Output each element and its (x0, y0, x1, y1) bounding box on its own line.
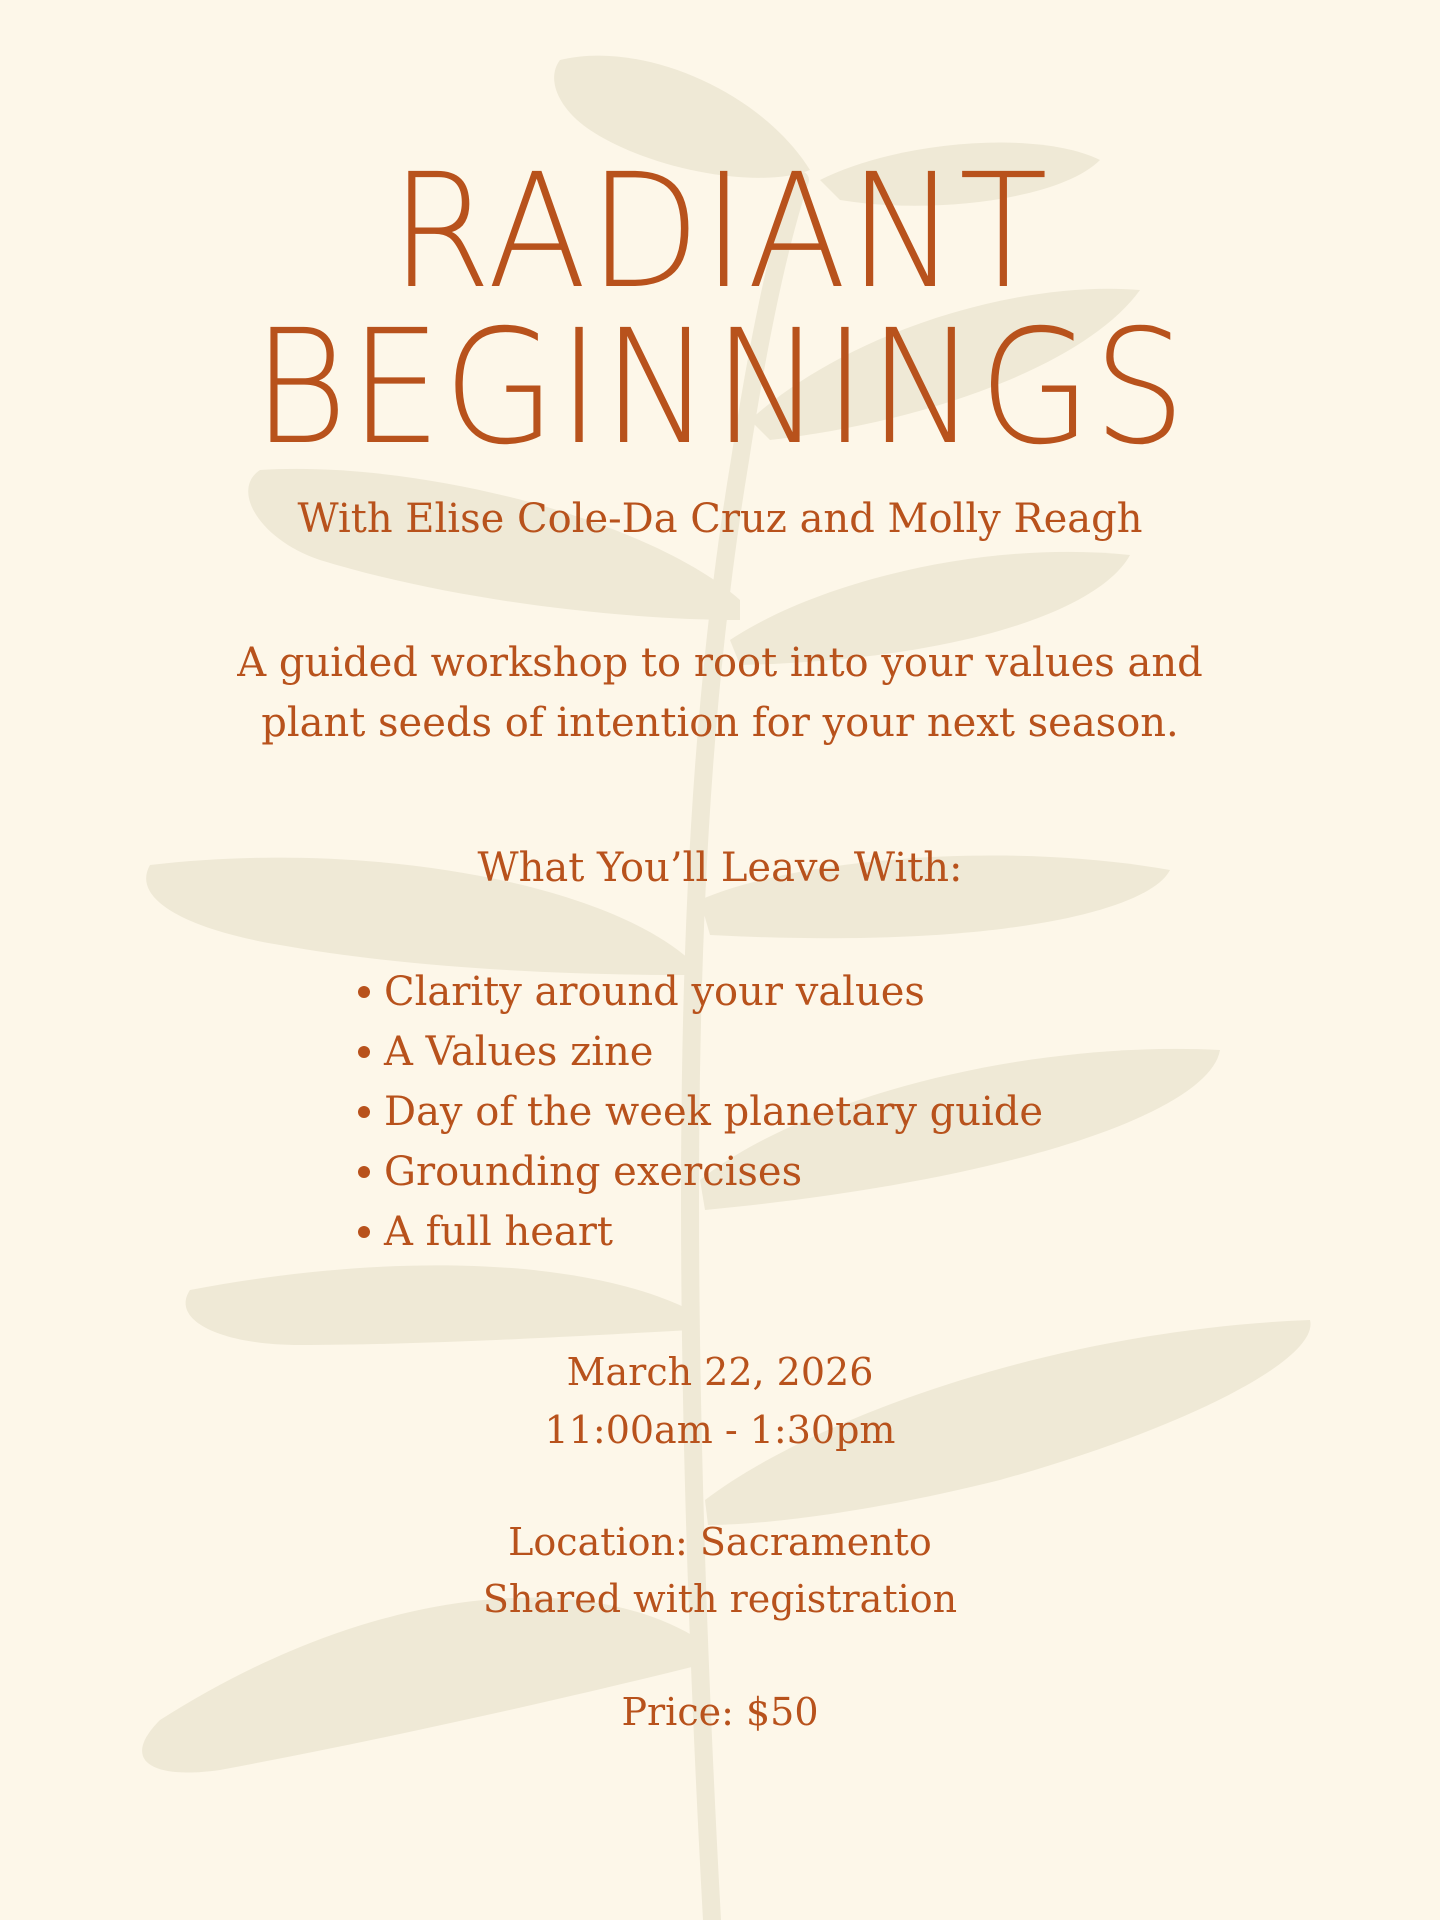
list-item (358, 1022, 1043, 1082)
event-time: 11:00am - 1:30pm (544, 1408, 896, 1452)
title-line-1: RADIANT (390, 140, 1050, 324)
list-item-label: Grounding exercises (384, 1149, 803, 1195)
bullet-dot-icon (358, 1166, 370, 1178)
leave-with-list (358, 962, 1043, 1262)
description-line-1: A guided workshop to root into your values and (237, 640, 1203, 686)
location-note: Shared with registration (482, 1577, 958, 1621)
list-item-label: A full heart (384, 1209, 613, 1255)
bullet-dot-icon (358, 986, 370, 998)
leave-with-heading: What You’ll Leave With: (477, 845, 963, 891)
event-location: Location: Sacramento (508, 1520, 932, 1564)
list-item-label: Clarity around your values (384, 969, 925, 1015)
bullet-dot-icon (358, 1106, 370, 1118)
event-date: March 22, 2026 (566, 1350, 874, 1394)
description-line-2: plant seeds of intention for your next season. (261, 700, 1179, 746)
list-item (358, 962, 1043, 1022)
list-item-label: Day of the week planetary guide (384, 1089, 1044, 1135)
list-item-label: A Values zine (384, 1029, 654, 1075)
event-price: Price: $50 (621, 1690, 819, 1734)
bullet-dot-icon (358, 1226, 370, 1238)
list-item (358, 1142, 1043, 1202)
title-line-2: BEGINNINGS (252, 296, 1188, 480)
list-item (358, 1082, 1043, 1142)
bullet-dot-icon (358, 1046, 370, 1058)
hosts-line: With Elise Cole-Da Cruz and Molly Reagh (297, 496, 1143, 542)
list-item (358, 1202, 1043, 1262)
